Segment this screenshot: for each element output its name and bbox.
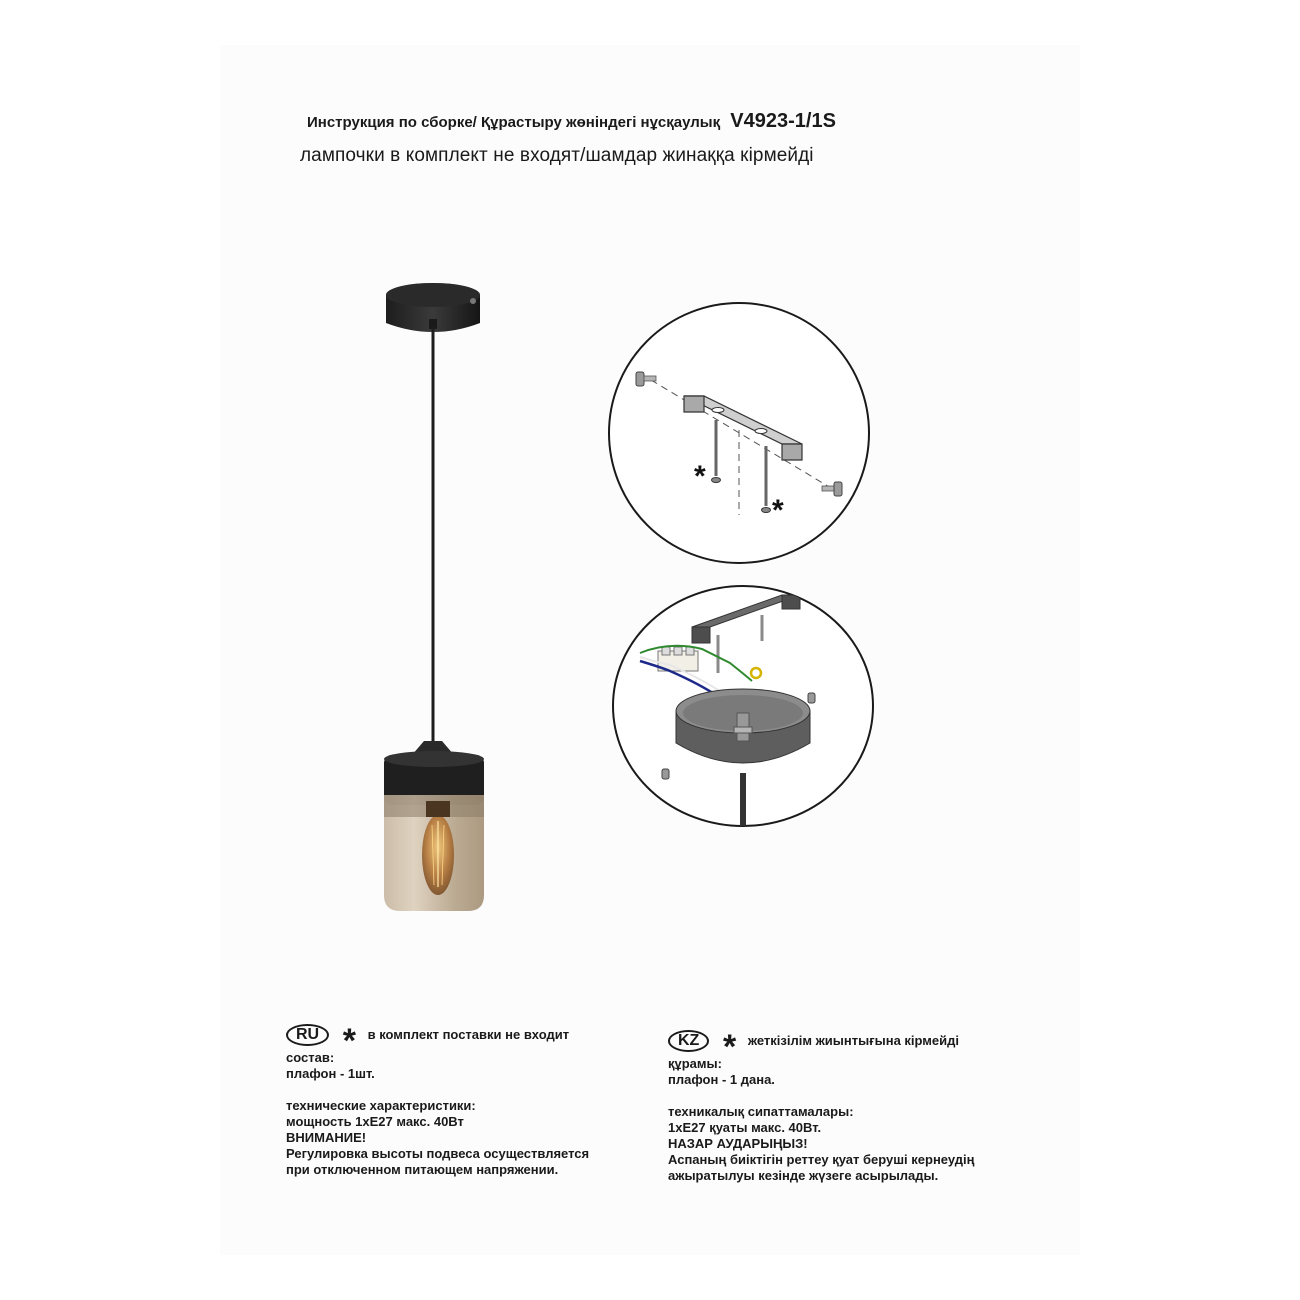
ru-specs-value: мощность 1хЕ27 макс. 40Вт (286, 1114, 464, 1129)
kz-composition-label: құрамы: (668, 1056, 722, 1071)
terminal-block-icon (658, 647, 698, 671)
title-text: Инструкция по сборке/ Құрастыру жөніндегі нұсқаулық (307, 114, 721, 131)
not-included-asterisk: * (694, 460, 706, 493)
bracket-mounting-diagram (606, 300, 872, 566)
ru-composition-label: состав: (286, 1050, 335, 1065)
not-included-asterisk: * (772, 494, 784, 527)
ru-composition-value: плафон - 1шт. (286, 1066, 375, 1081)
kz-specs-value: 1хЕ27 қуаты макс. 40Вт. (668, 1120, 822, 1135)
ru-warning-line-2: при отключенном питающем напряжении. (286, 1162, 559, 1177)
kz-specs-label: техникалық сипаттамалары: (668, 1104, 854, 1119)
wiring-assembly-diagram (610, 583, 876, 829)
asterisk-symbol: * (722, 1028, 737, 1066)
ru-warning-title: ВНИМАНИЕ! (286, 1130, 367, 1145)
ru-specs-label: технические характеристики: (286, 1098, 476, 1113)
kz-badge: KZ (668, 1030, 709, 1052)
bulbs-not-included-note: лампочки в комплект не входят/шамдар жинаққа кірмейді (300, 145, 814, 166)
asterisk-symbol: * (342, 1022, 356, 1060)
kz-composition-value: плафон - 1 дана. (668, 1072, 775, 1087)
ru-not-included: в комплект поставки не входит (367, 1027, 570, 1042)
kz-warning-line-2: ажыратылуы кезінде жүзеге асырылады. (668, 1168, 939, 1183)
kz-warning-line-1: Аспаның биіктігін реттеу қуат беруші кернеудің (668, 1152, 975, 1167)
pendant-lamp-illustration (360, 275, 510, 925)
ru-warning-line-1: Регулировка высоты подвеса осуществляется (286, 1146, 590, 1161)
ru-notes (286, 1024, 589, 1178)
page-title (307, 110, 947, 133)
kz-not-included: жеткізілім жиынтығына кірмейді (747, 1033, 960, 1048)
kz-notes (668, 1030, 975, 1184)
ru-badge: RU (286, 1024, 329, 1046)
model-number: V4923-1/1S (730, 110, 836, 132)
kz-warning-title: НАЗАР АУДАРЫҢЫЗ! (668, 1136, 808, 1151)
